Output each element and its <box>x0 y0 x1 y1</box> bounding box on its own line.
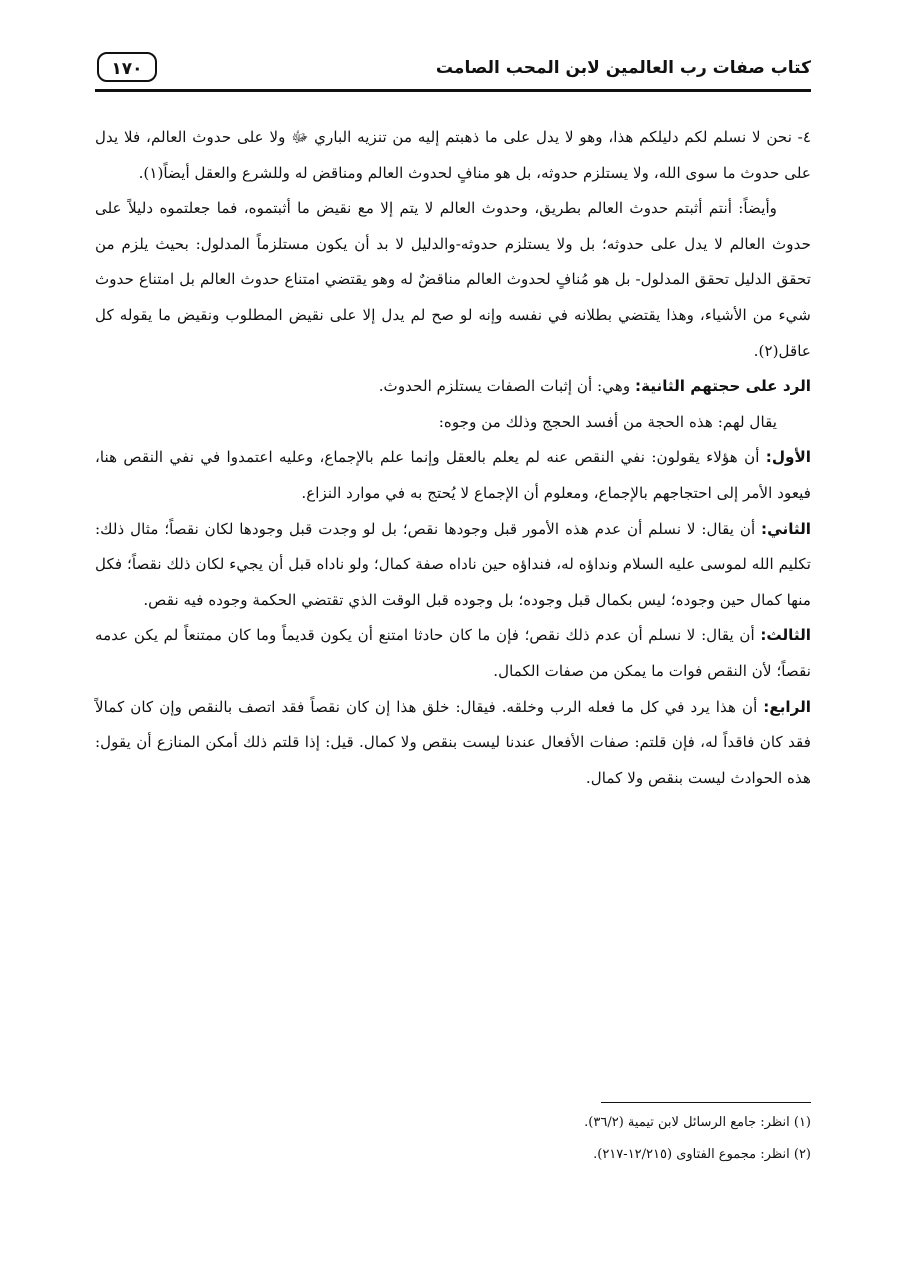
body-text <box>95 120 811 796</box>
point-label-fourth: الرابع: <box>763 697 811 716</box>
footnote-1: (١) انظر: جامع الرسائل لابن تيمية (٣٦/٢). <box>584 1115 811 1130</box>
paragraph-fourth <box>95 690 811 797</box>
page <box>95 52 811 1222</box>
footnote-2: (٢) انظر: مجموع الفتاوى (١٢/٢١٥-٢١٧). <box>593 1147 811 1162</box>
paragraph-text: وهي: أن إثبات الصفات يستلزم الحدوث. <box>378 377 636 396</box>
page-number: ١٧٠ <box>97 52 157 82</box>
paragraph-text: أن هؤلاء يقولون: نفي النقص عنه لم يعلم بالعقل وإنما علم بالإجماع، وعليه اعتمدوا في نفي النقص هنا، فيعود الأمر إلى احتجاجهم بالإجماع، ومعلوم أن الإجماع لا يُحتج به في موارد النزاع. <box>95 448 811 502</box>
paragraph-also: وأيضاً: أنتم أثبتم حدوث العالم بطريق، وحدوث العالم لا يتم إلا مع نقيض ما أثبتموه، فما جعلتموه دليلاً على حدوث العالم لا يدل على حدوثه؛ بل ولا يستلزم حدوثه-والدليل لا بد أن يكون مستلزماً المدلول: بحيث يلزم من تحقق الدليل تحقق المدلول- بل هو مُنافٍ لحدوث العالم مناقضٌ له وهو يقتضي امتناع حدوث العالم بل امتناع حدوث شيء من الأشياء، وهذا يقتضي بطلانه في نفسه وإنه لو صح لم يدل إلا على نقيض المطلوب ونقيض ما يقوله كل عاقل(٢). <box>95 199 811 360</box>
paragraph-text: أن هذا يرد في كل ما فعله الرب وخلقه. فيقال: خلق هذا إن كان نقصاً فقد اتصف بالنقص وإن كان كمالاً فقد كان فاقداً له، فإن قلتم: صفات الأفعال عندنا ليست بنقص ولا كمال. قيل: إذا قلتم ذلك أمكن المنازع أن يقول: هذه الحوادث ليست بنقص ولا كمال. <box>95 697 811 787</box>
paragraph-point-4: ٤- نحن لا نسلم لكم دليلكم هذا، وهو لا يدل على ما ذهبتم إليه من تنزيه الباري ﷻ ولا على حدوث العالم، فلا يدل على حدوث ما سوى الله، ولا يستلزم حدوثه، بل هو منافٍ لحدوث العالم ومناقض له وللشرع والعقل أيضاً(١). <box>95 128 811 182</box>
page-header <box>95 52 811 88</box>
point-label-first: الأول: <box>765 448 811 467</box>
section-heading: الرد على حجتهم الثانية: <box>635 377 811 396</box>
paragraph-second <box>95 512 811 619</box>
paragraph-third <box>95 618 811 689</box>
point-label-second: الثاني: <box>761 519 811 538</box>
header-rule <box>95 89 811 92</box>
book-title: كتاب صفات رب العالمين لابن المحب الصامت <box>435 58 811 78</box>
point-label-third: الثالث: <box>760 626 811 645</box>
paragraph-text: أن يقال: لا نسلم أن عدم هذه الأمور قبل وجودها نقص؛ بل لو وجدت قبل وجودها لكان نقصاً؛ مثال ذلك: تكليم الله لموسى عليه السلام ونداؤه له، فنداؤه حين ناداه صفة كمال؛ ولو ناداه قبل أن يجيء لكان ذلك نقصاً؛ فكل منها كمال حين وجوده؛ ليس بكمال قبل وجوده؛ بل وجوده قبل الوقت الذي تقتضي الحكمة وجوده فيه نقص. <box>95 519 811 609</box>
paragraph-first <box>95 440 811 511</box>
footnotes <box>95 1102 811 1171</box>
paragraph-second-argument <box>95 369 811 405</box>
footnote-rule <box>601 1102 811 1103</box>
paragraph-text: أن يقال: لا نسلم أن عدم ذلك نقص؛ فإن ما كان حادثا امتنع أن يكون قديماً وما كان ممتنعاً لم يكن عدمه نقصاً؛ لأن النقص فوات ما يمكن من صفات الكمال. <box>95 626 811 680</box>
paragraph-reply-intro: يقال لهم: هذه الحجة من أفسد الحجج وذلك من وجوه: <box>438 412 777 431</box>
